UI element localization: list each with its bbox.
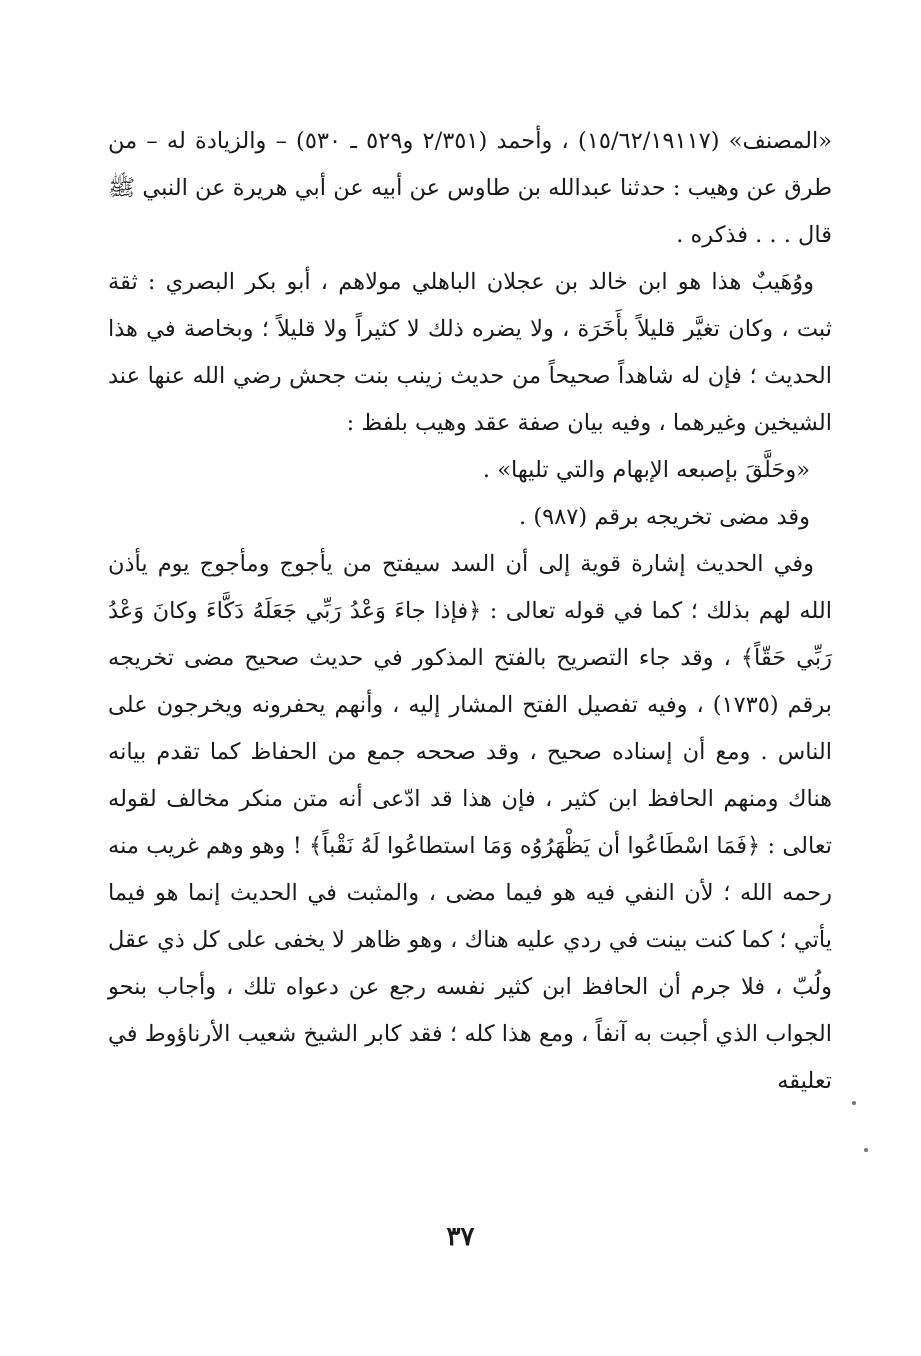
paragraph-hadith-analysis: وفي الحديث إشارة قوية إلى أن السد سيفتح من يأجوج ومأجوج يوم يأذن الله لهم بذلك ؛ كما في قوله تعالى : ﴿فإذا جاءَ وَعْدُ رَبِّي جَعَلَهُ دَكَّاءَ وكانَ وَعْدُ رَبِّي حَقّاً﴾ ، وقد جاء التصريح بالفتح المذكور في حديث صحيح مضى تخريجه برقم (١٧٣٥) ، وفيه تفصيل الفتح المشار إليه ، وأنهم يحفرونه ويخرجون على الناس . ومع أن إسناده صحيح ، وقد صححه جمع من الحفاظ كما تقدم بيانه هناك ومنهم الحافظ ابن كثير ، فإن هذا قد ادّعى أنه متن منكر مخالف لقوله تعالى : ﴿فَمَا اسْطَاعُوا أن يَظْهَرُوُه وَمَا استطاعُوا لَهُ نَقْباً﴾ ! وهو وهم غريب منه رحمه الله ؛ لأن النفي فيه هو فيما مضى ، والمثبت في الحديث إنما هو فيما يأتي ؛ كما كنت بينت في ردي عليه هناك ، وهو ظاهر لا يخفى على كل ذي عقل ولُبّ ، فلا جرم أن الحافظ ابن كثير نفسه رجع عن دعواه تلك ، وأجاب بنحو الجواب الذي أجبت به آنفاً ، ومع هذا كله ؛ فقد كابر الشيخ شعيب الأرناؤوط في تعليقه — [108, 551, 832, 1094]
page-number: ٣٧ — [446, 1222, 475, 1252]
paragraph-wuhayb: ووُهَيبٌ هذا هو ابن خالد بن عجلان الباهلي مولاهم ، أبو بكر البصري : ثقة ثبت ، وكان تغيَّر قليلاً بأَخَرَة ، ولا يضره ذلك لا كثيراً ولا قليلاً ؛ وبخاصة في هذا الحديث ؛ فإن له شاهداً صحيحاً من حديث زينب بنت جحش رضي الله عنها عند الشيخين وغيرهما ، وفيه بيان صفة عقد وهيب بلفظ : — [108, 269, 832, 436]
paragraph-sources: «المصنف» (١٥/٦٢/١٩١١٧) ، وأحمد (٢/٣٥١ و٥٢٩ ـ ٥٣٠) – والزيادة له – من طرق عن وهيب : حدثنا عبدالله بن طاوس عن أبيه عن أبي هريرة عن النبي ﷺ قال . . . فذكره . — [108, 128, 833, 248]
margin-dot-upper — [852, 1101, 856, 1105]
paragraph-reference: وقد مضى تخريجه برقم (٩٨٧) . — [519, 504, 810, 530]
paragraph-quote: «وحَلَّقَ بإصبعه الإبهام والتي تليها» . — [482, 457, 810, 483]
page-body — [108, 118, 832, 1105]
margin-dot-lower — [864, 1148, 868, 1152]
